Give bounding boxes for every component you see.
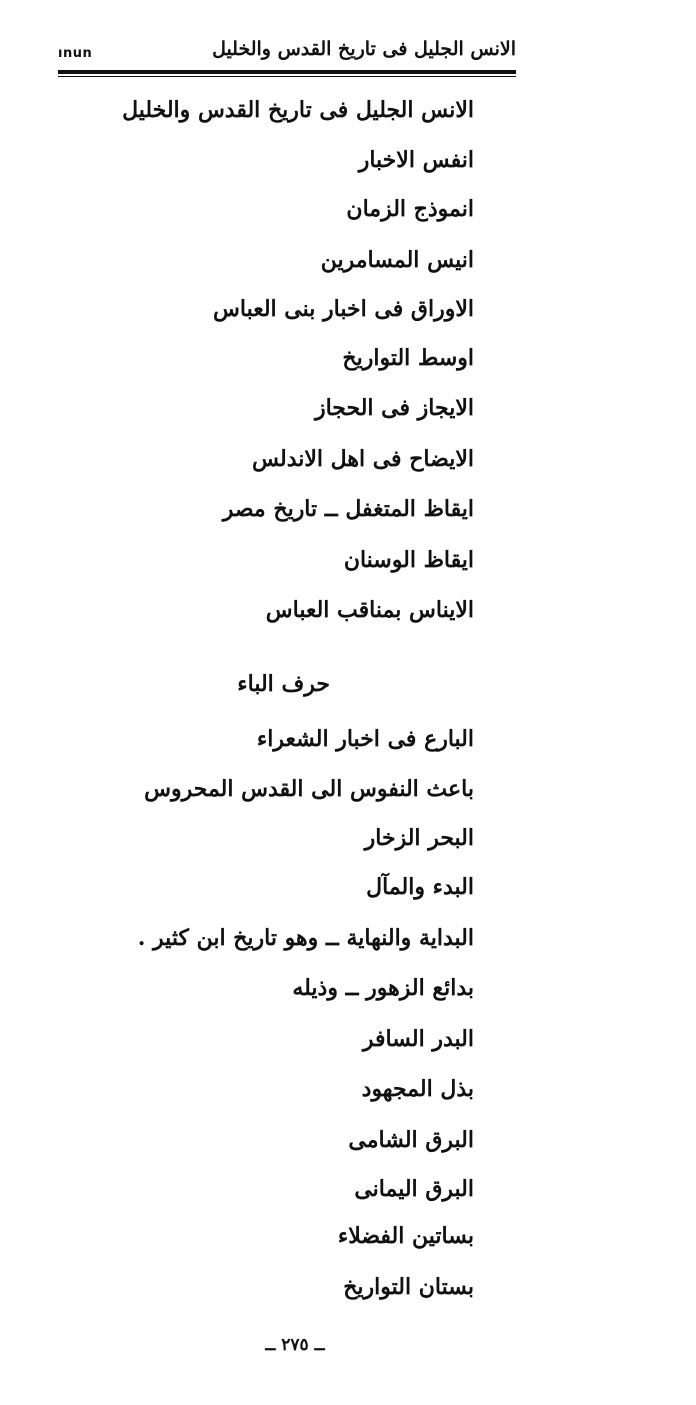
list-item: ايقاظ المتغفل ــ تاريخ مصر <box>222 496 474 522</box>
list-item: الايناس بمناقب العباس <box>265 597 474 623</box>
list-item: الايضاح فى اهل الاندلس <box>251 446 474 472</box>
list-item: انيس المسامرين <box>320 247 474 273</box>
page-number: ــ ٢٧٥ ــ <box>265 1335 325 1355</box>
list-item: باعث النفوس الى القدس المحروس <box>144 776 474 802</box>
list-item: بدائع الزهور ــ وذيله <box>292 975 474 1001</box>
header-title: الانس الجليل فى تاريخ القدس والخليل <box>212 38 516 60</box>
list-item: بذل المجهود <box>361 1076 474 1102</box>
list-item: ايقاظ الوسنان <box>343 547 474 573</box>
section-heading: حرف الباء <box>237 671 330 697</box>
list-item: انفس الاخبار <box>358 147 474 173</box>
list-item: البحر الزخار <box>364 825 474 851</box>
list-item: الايجاز فى الحجاز <box>314 395 474 421</box>
running-header <box>58 34 516 74</box>
list-item: بساتين الفضلاء <box>337 1223 474 1249</box>
list-item: الانس الجليل فى تاريخ القدس والخليل <box>122 97 474 123</box>
list-item: انموذج الزمان <box>346 196 474 222</box>
list-item: البدر السافر <box>362 1026 474 1052</box>
list-item: البرق اليمانى <box>354 1176 474 1202</box>
list-item: البارع فى اخبار الشعراء <box>256 726 474 752</box>
list-item: البدء والمآل <box>366 874 474 900</box>
header-rule-thick <box>58 70 516 74</box>
list-item: بستان التواريخ <box>343 1274 474 1300</box>
header-rule-thin <box>58 76 516 77</box>
list-item: البرق الشامى <box>348 1127 474 1153</box>
list-item: البداية والنهاية ــ وهو تاريخ ابن كثير . <box>137 925 474 951</box>
list-item: الاوراق فى اخبار بنى العباس <box>213 296 474 322</box>
list-item: اوسط التواريخ <box>342 345 474 371</box>
header-left-text: ınun <box>58 46 93 61</box>
